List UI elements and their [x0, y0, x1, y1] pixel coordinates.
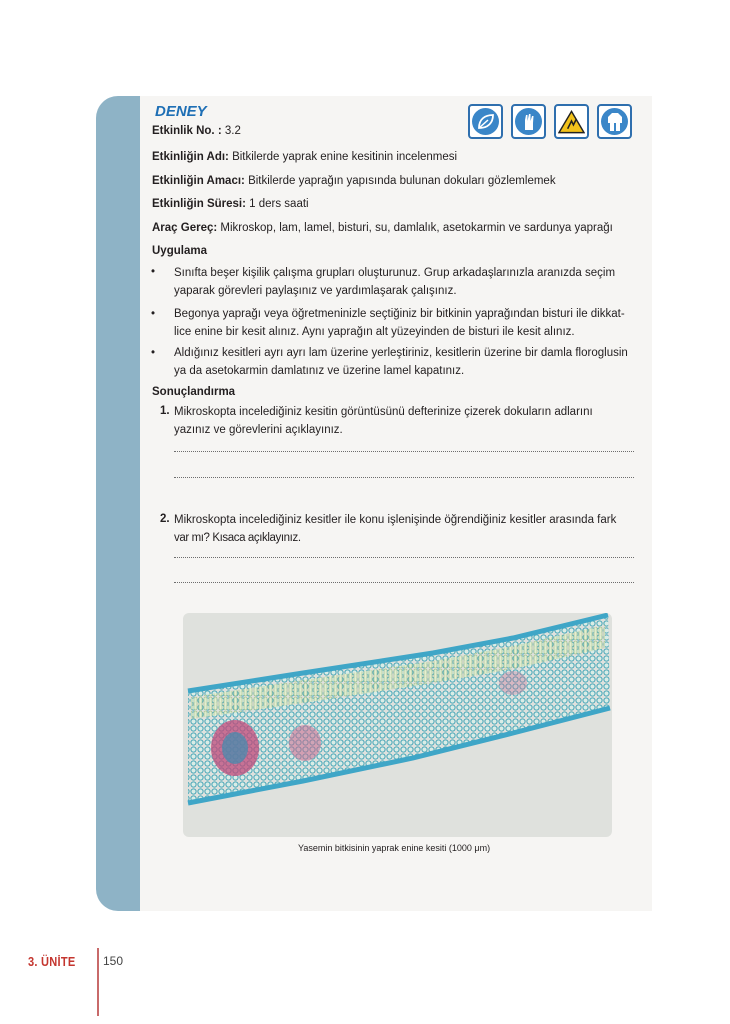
activity-aim: Etkinliğin Amacı: Bitkilerde yaprağın yapısında bulunan dokuları gözlemlemek — [152, 175, 556, 187]
bullet: • — [151, 308, 156, 320]
side-tab — [96, 96, 140, 911]
question-2: Mikroskopta incelediğiniz kesitler ile konu işlenişinde öğrendiğiniz kesitler arasında fark var mı? Kısaca açıklayınız. — [174, 514, 617, 544]
tools-list: Araç Gereç: Mikroskop, lam, lamel, bisturi, su, damlalık, asetokarmin ve sardunya yaprağı — [152, 222, 613, 234]
question-1: Mikroskopta incelediğiniz kesitin görüntüsünü defterinize çizerek dokuların adlarını yazınız ve görevlerini açıklayınız. — [174, 406, 593, 436]
page-number: 150 — [103, 954, 124, 968]
conclusion-heading: Sonuçlandırma — [152, 386, 236, 398]
application-item: Sınıfta beşer kişilik çalışma grupları oluşturunuz. Grup arkadaşlarınızla aranızda seçim yaparak görevleri paylaşınız ve yardımlaşarak çalışınız. — [174, 267, 616, 297]
gloves-icon — [511, 104, 546, 139]
activity-number: Etkinlik No. : 3.2 — [152, 125, 241, 137]
activity-title: DENEY — [155, 103, 207, 120]
answer-line[interactable] — [174, 556, 634, 558]
lab-coat-icon — [597, 104, 632, 139]
figure-caption: Yasemin bitkisinin yaprak enine kesiti (1000 μm) — [298, 843, 491, 853]
answer-line[interactable] — [174, 450, 634, 452]
leaf-protection-icon — [468, 104, 503, 139]
leaf-cross-section-image — [183, 613, 612, 837]
answer-line[interactable] — [174, 581, 634, 583]
hazard-warning-icon — [554, 104, 589, 139]
application-heading: Uygulama — [152, 245, 207, 257]
answer-line[interactable] — [174, 476, 634, 478]
activity-duration: Etkinliğin Süresi: 1 ders saati — [152, 198, 309, 210]
bullet: • — [151, 347, 156, 359]
question-number: 1. — [160, 405, 170, 417]
application-item: Begonya yaprağı veya öğretmeninizle seçtiğiniz bir bitkinin yaprağından bisturi ile dikkat- lice enine bir kesit alınız. Aynı yaprağın alt yüzeyinden de bisturi ile kesit alınız. — [174, 308, 625, 338]
activity-name: Etkinliğin Adı: Bitkilerde yaprak enine kesitinin incelenmesi — [152, 151, 458, 163]
footer-divider — [97, 948, 99, 1016]
application-item: Aldığınız kesitleri ayrı ayrı lam üzerine yerleştiriniz, kesitlerin üzerine bir damla floroglusin ya da asetokarmin damlatınız ve üzerine lamel kapatınız. — [174, 347, 628, 377]
unit-label: 3. ÜNİTE — [28, 954, 76, 969]
bullet: • — [151, 266, 156, 278]
safety-icons — [468, 104, 632, 139]
question-number: 2. — [160, 513, 170, 525]
